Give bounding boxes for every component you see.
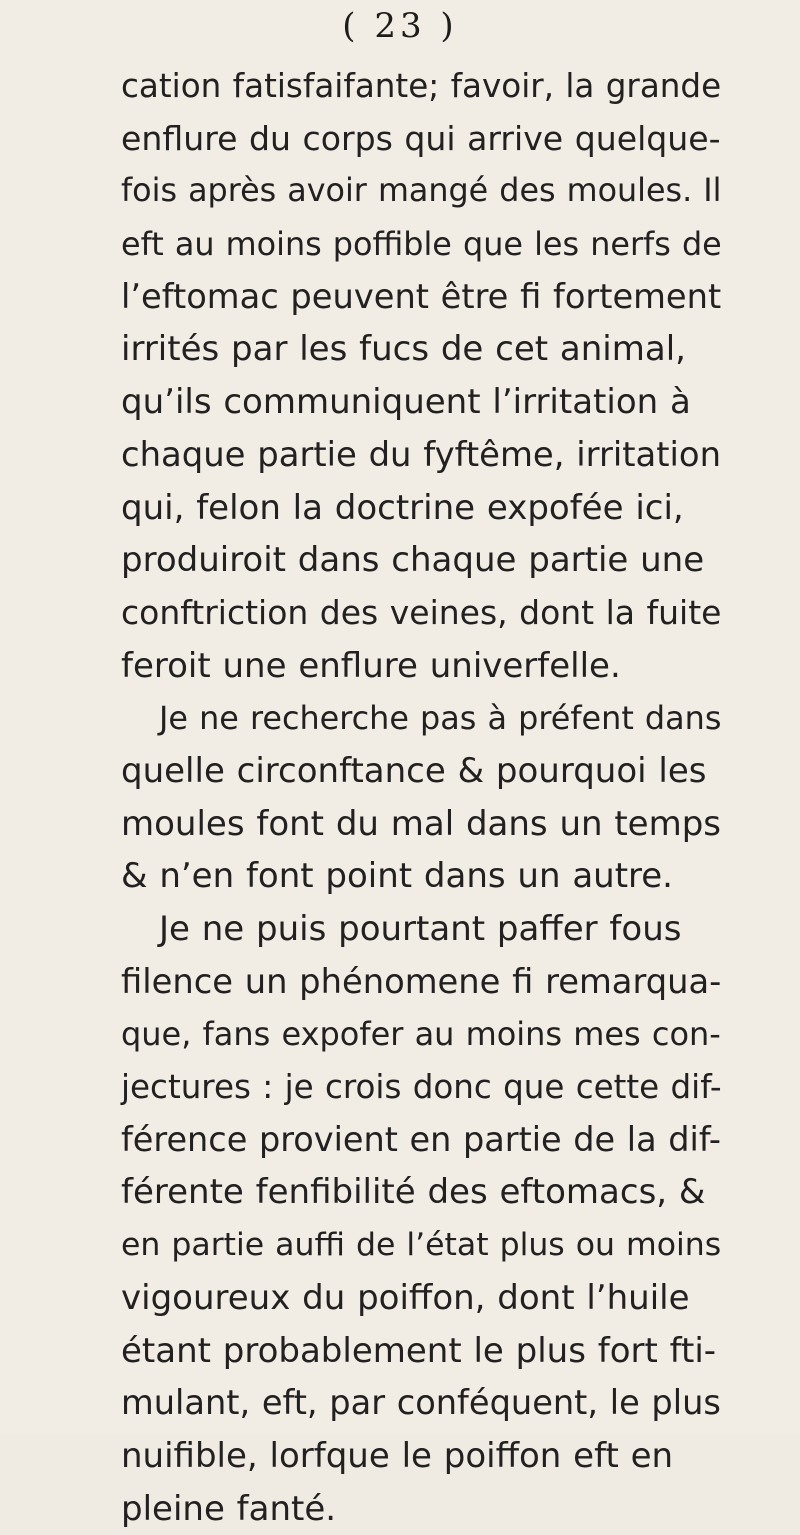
text-line: qui, felon la doctrine expofée ici, (121, 487, 684, 528)
text-line: férente fenfibilité des eftomacs, & (121, 1172, 706, 1213)
text-line: eft au moins poffible que les nerfs de (121, 225, 722, 264)
text-line: produiroit dans chaque partie une (121, 540, 705, 581)
text-line: moules font du mal dans un temps (121, 803, 722, 844)
text-line: que, fans expofer au moins mes con- (121, 1015, 721, 1054)
text-line: Je ne puis pourtant paffer fous (159, 909, 682, 949)
text-line: étant probablement le plus fort fti- (121, 1330, 717, 1371)
text-line: feroit une enflure univerfelle. (121, 645, 621, 686)
text-line: nuifible, lorfque le poiffon eft en (121, 1435, 674, 1476)
text-line: fois après avoir mangé des moules. Il (121, 173, 722, 210)
text-line: jectures : je crois donc que cette dif- (121, 1068, 722, 1107)
text-line: qu’ils communiquent l’irritation à (121, 382, 691, 423)
text-line: & n’en font point dans un autre. (121, 856, 673, 897)
text-line: enflure du corps qui arrive quelque- (121, 118, 721, 158)
text-line: en partie auffi de l’état plus ou moins (121, 1227, 722, 1264)
text-line: mulant, eft, par conféquent, le plus (121, 1383, 721, 1423)
text-line: chaque partie du fyftême, irritation (121, 434, 722, 474)
body-text (121, 60, 721, 1535)
text-line: pleine fanté. (121, 1488, 337, 1529)
text-line: conftriction des veines, dont la fuite (121, 592, 722, 632)
text-line: quelle circonftance & pourquoi les (121, 750, 707, 791)
text-line: l’eftomac peuvent être fi fortement (121, 276, 722, 316)
text-line: férence provient en partie de la dif- (121, 1119, 721, 1159)
text-line: irrités par les fucs de cet animal, (121, 329, 686, 370)
page-number: ( 23 ) (342, 6, 458, 46)
text-line: vigoureux du poiffon, dont l’huile (121, 1277, 690, 1318)
text-line: filence un phénomene fi remarqua- (121, 961, 722, 1001)
text-line: cation fatisfaifante; favoir, la grande (121, 67, 722, 105)
text-line: Je ne recherche pas à préfent dans (159, 699, 722, 738)
